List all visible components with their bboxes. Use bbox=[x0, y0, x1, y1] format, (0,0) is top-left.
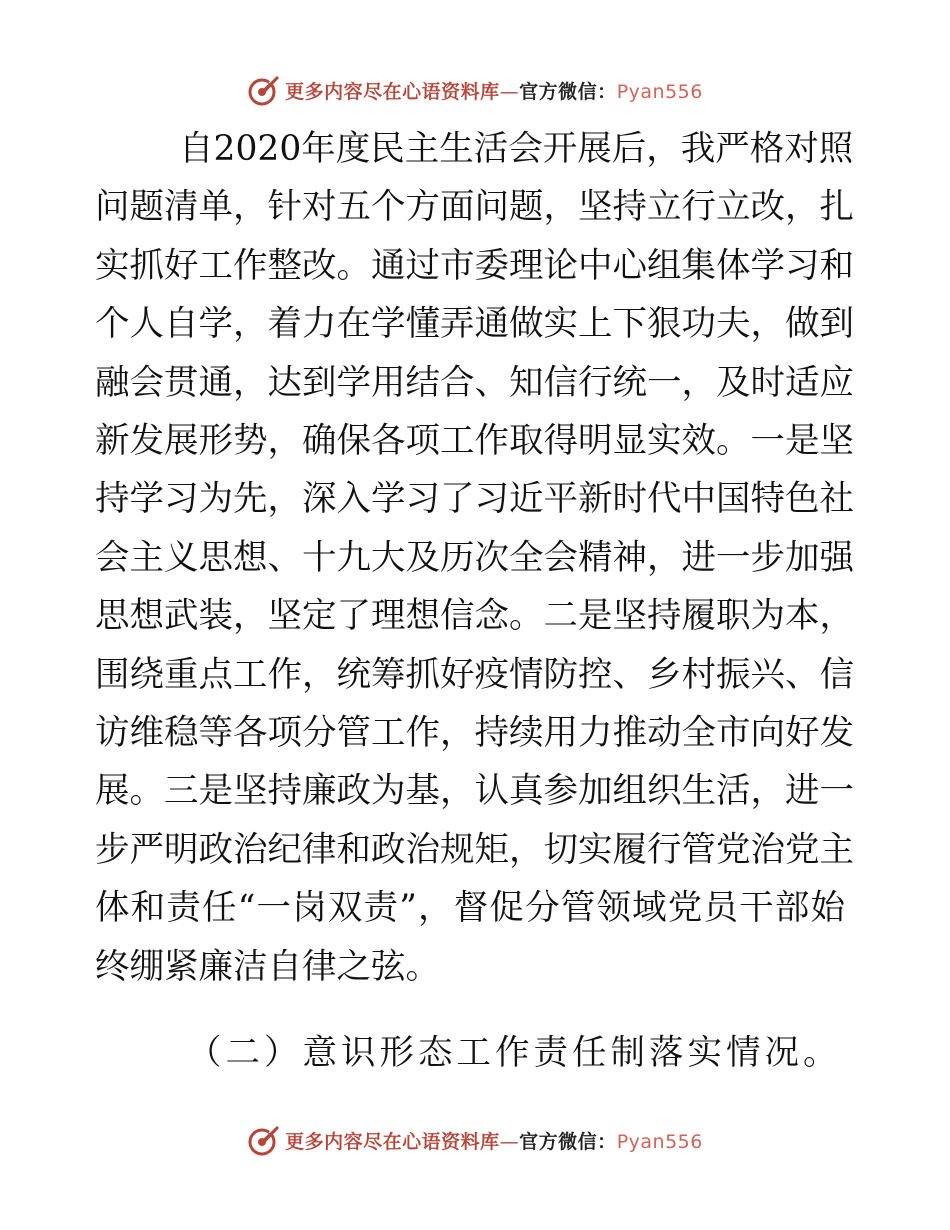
section-heading: （二）意识形态工作责任制落实情况。 bbox=[187, 1033, 842, 1074]
paragraph-line: 问题清单，针对五个方面问题，坚持立行立改，扎 bbox=[95, 187, 854, 228]
paragraph-line: 个人自学，着力在学懂弄通做实上下狠功夫，做到 bbox=[95, 304, 854, 345]
paragraph-line: 思想武装，坚定了理想信念。二是坚持履职为本， bbox=[95, 596, 854, 637]
paragraph-line: 步严明政治纪律和政治规矩，切实履行管党治党主 bbox=[95, 829, 854, 870]
paragraph-line: 融会贯通，达到学用结合、知信行统一，及时适应 bbox=[95, 362, 854, 403]
paragraph-line: 终绷紧廉洁自律之弦。 bbox=[95, 946, 440, 987]
watermark-wechat-label: 官方微信： bbox=[519, 80, 617, 103]
watermark-text bbox=[285, 1127, 703, 1154]
watermark-header bbox=[0, 70, 950, 110]
paragraph-line: 实抓好工作整改。通过市委理论中心组集体学习和 bbox=[95, 245, 854, 286]
watermark-account: Pyan556 bbox=[616, 80, 703, 103]
watermark-account: Pyan556 bbox=[616, 1130, 703, 1153]
document-body bbox=[95, 120, 855, 1082]
watermark-site-name: 更多内容尽在心语资料库 bbox=[285, 1130, 500, 1153]
watermark-dash: — bbox=[499, 1130, 520, 1153]
quill-pen-seal-icon bbox=[247, 73, 281, 107]
watermark-wechat-label: 官方微信： bbox=[519, 1130, 617, 1153]
watermark-dash: — bbox=[499, 80, 520, 103]
watermark-footer bbox=[0, 1120, 950, 1160]
paragraph-line: 会主义思想、十九大及历次全会精神，进一步加强 bbox=[95, 537, 854, 578]
paragraph-line: 展。三是坚持廉政为基，认真参加组织生活，进一 bbox=[95, 771, 854, 812]
body-paragraph bbox=[95, 120, 855, 996]
watermark-text bbox=[285, 77, 703, 104]
paragraph-line: 持学习为先，深入学习了习近平新时代中国特色社 bbox=[95, 479, 854, 520]
paragraph-line: 新发展形势，确保各项工作取得明显实效。一是坚 bbox=[95, 421, 854, 462]
paragraph-line: 体和责任“一岗双责”，督促分管领域党员干部始 bbox=[95, 888, 845, 929]
quill-pen-seal-icon bbox=[247, 1123, 281, 1157]
paragraph-line: 围绕重点工作，统筹抓好疫情防控、乡村振兴、信 bbox=[95, 654, 854, 695]
watermark-site-name: 更多内容尽在心语资料库 bbox=[285, 80, 500, 103]
paragraph-line: 访维稳等各项分管工作，持续用力推动全市向好发 bbox=[95, 713, 854, 754]
paragraph-line: 自2020年度民主生活会开展后，我严格对照 bbox=[179, 129, 854, 169]
